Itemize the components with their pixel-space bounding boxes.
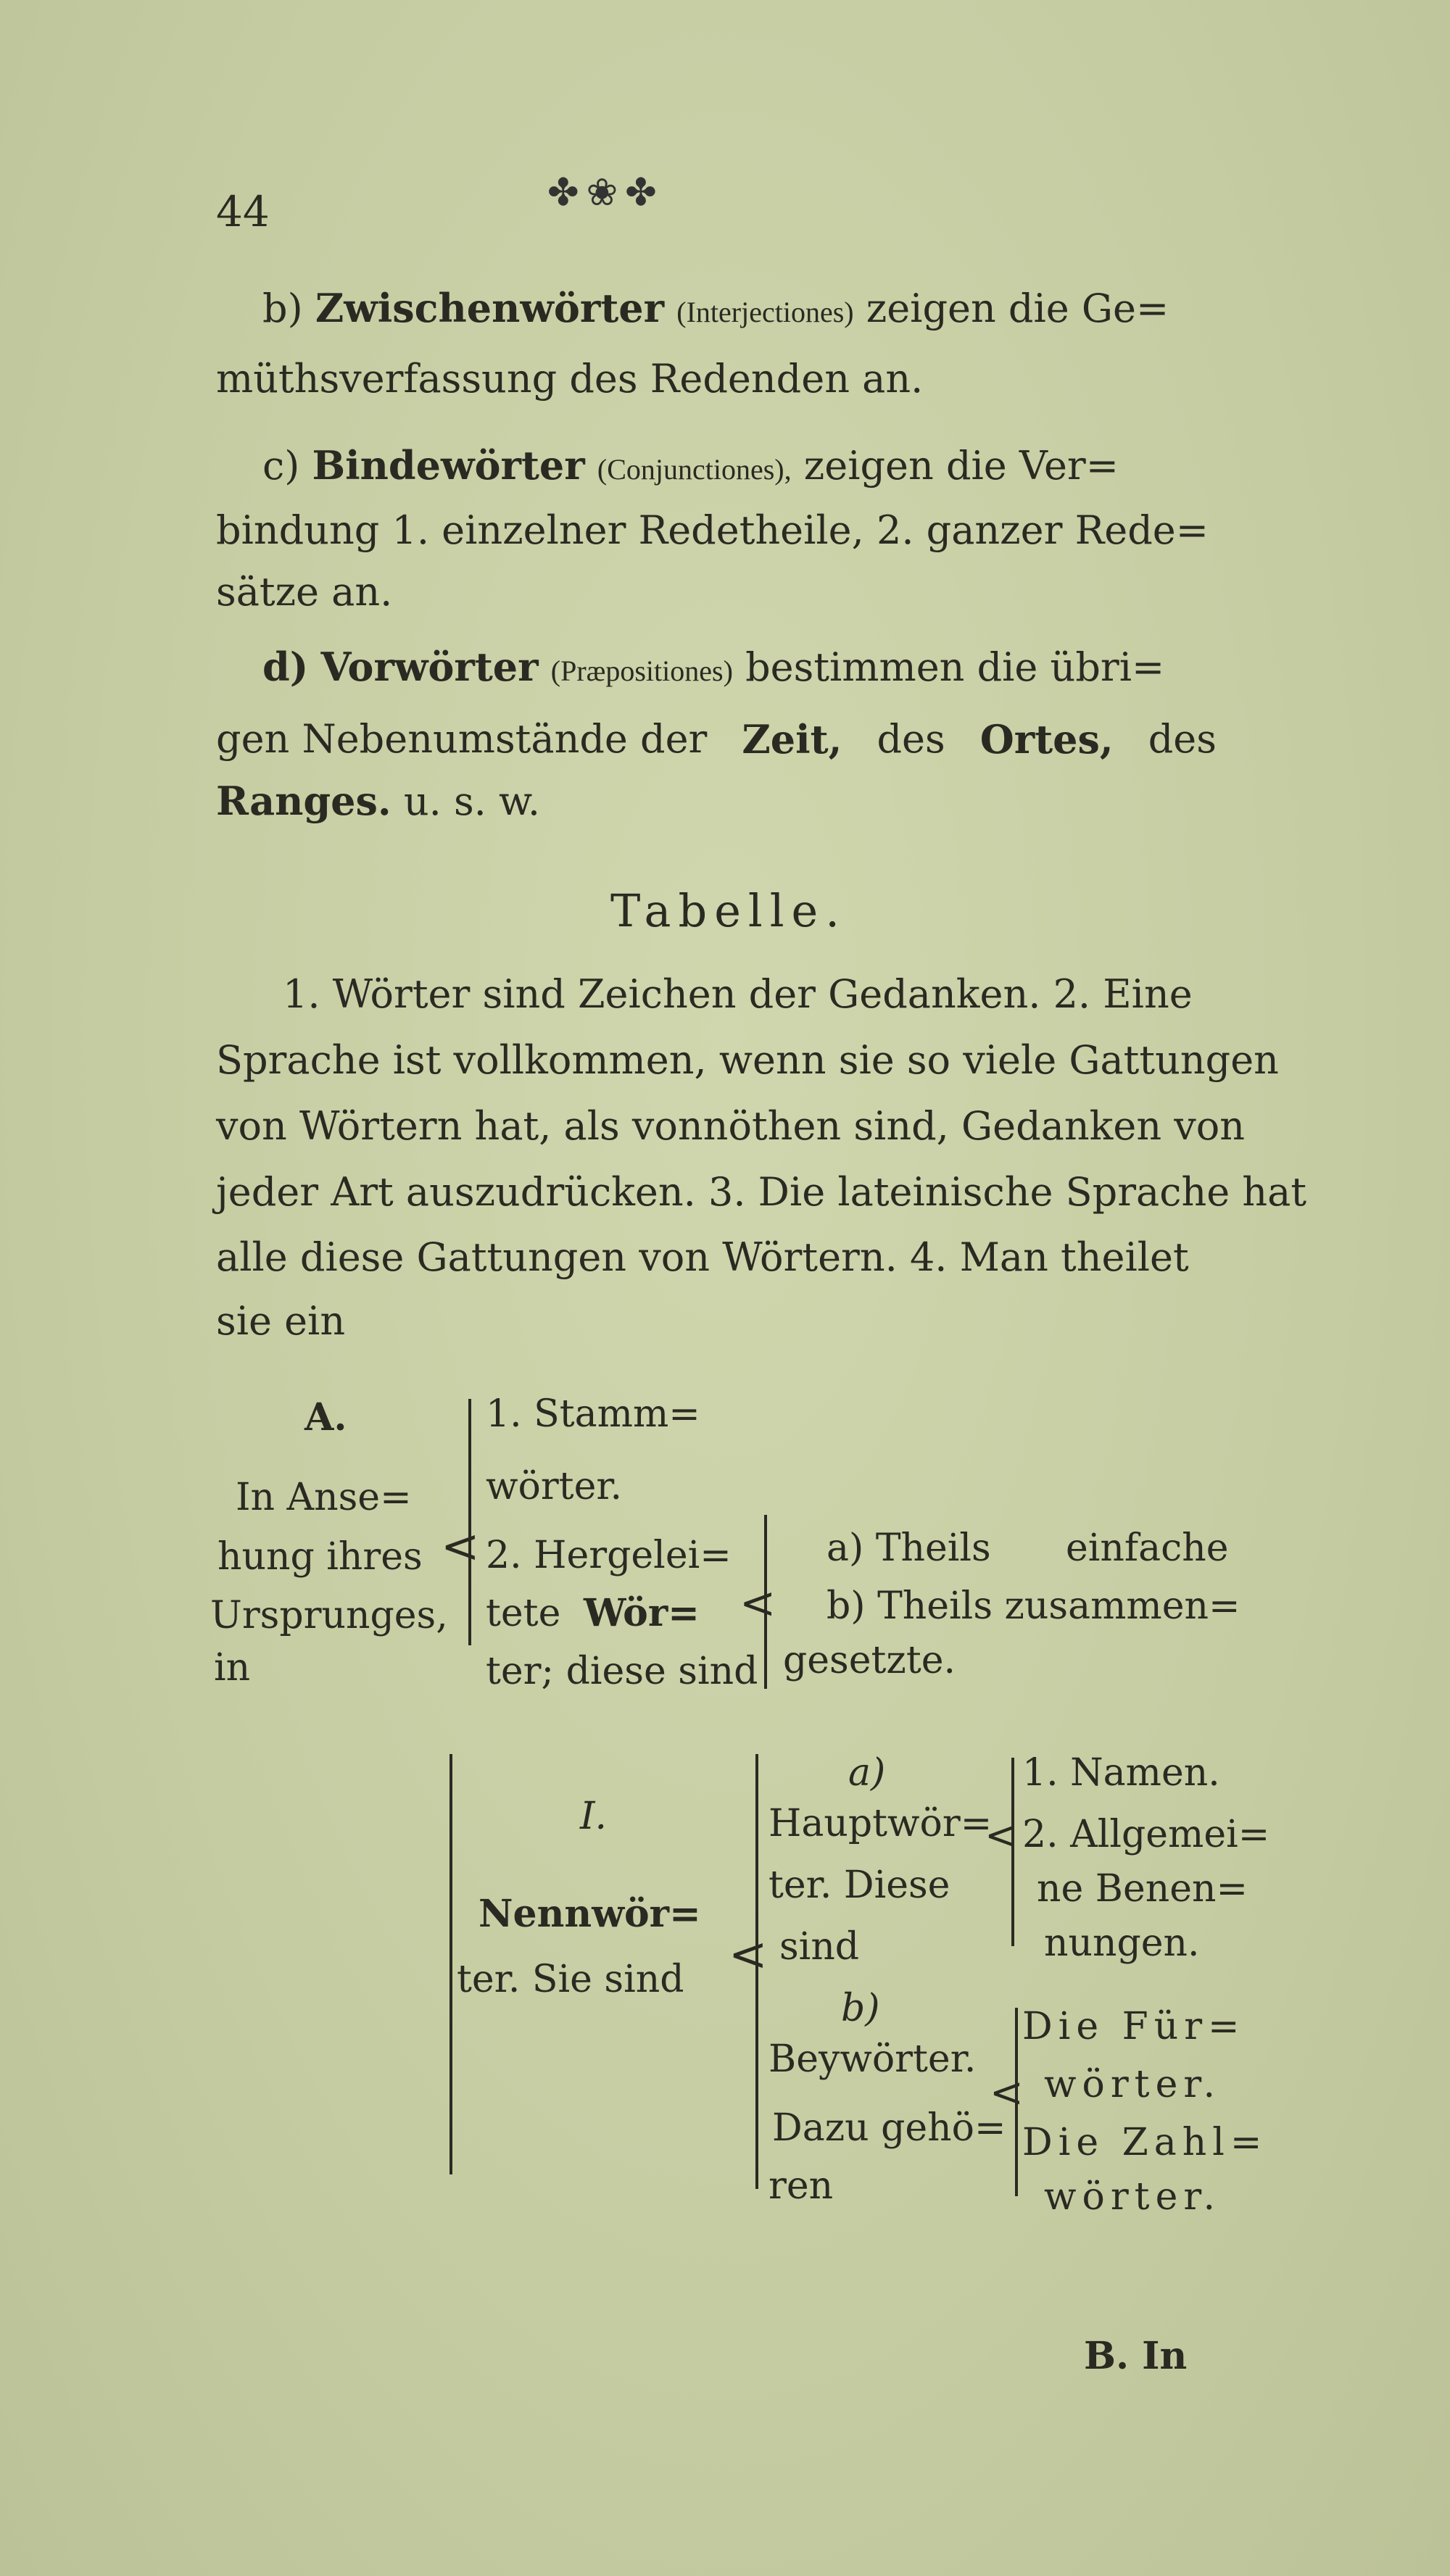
item-d-ortes: Ortes, bbox=[979, 716, 1114, 763]
catchword: B. In bbox=[1084, 2334, 1188, 2378]
tabelle-line-4: jeder Art auszudrücken. 3. Die lateinische Sprache hat bbox=[216, 1169, 1307, 1215]
table-a-sub-2: einfache bbox=[1066, 1526, 1229, 1570]
item-c-line3: sätze an. bbox=[216, 569, 393, 615]
item-c-letter: c) bbox=[262, 443, 300, 489]
table-a-hergeleitet-2: tete bbox=[486, 1592, 561, 1635]
tabelle-line-1: 1. Wörter sind Zeichen der Gedanken. 2. Eine bbox=[283, 971, 1193, 1017]
table-a-left-1: In Anse= bbox=[236, 1476, 412, 1519]
item-b-term: Zwischenwörter bbox=[315, 285, 665, 331]
item-d-line2 bbox=[216, 716, 1217, 763]
item-d-term: Vorwörter bbox=[320, 644, 539, 690]
table-i-bey-brace-point: < bbox=[990, 2069, 1024, 2116]
item-c-latin: (Conjunctiones), bbox=[597, 453, 792, 486]
table-i-left-line bbox=[450, 1754, 452, 2174]
table-i-haupt-brace-point: < bbox=[985, 1812, 1019, 1859]
item-c-term: Bindewörter bbox=[312, 442, 585, 489]
table-i-bey-3: ren bbox=[768, 2164, 834, 2208]
table-i-haupt-sub-3: ne Benen= bbox=[1037, 1867, 1248, 1911]
item-d-des2: des bbox=[1148, 716, 1217, 762]
item-d-des1: des bbox=[877, 716, 945, 762]
item-b-latin: (Interjectiones) bbox=[676, 296, 854, 328]
tabelle-line-6: sie ein bbox=[216, 1298, 346, 1344]
section-title: Tabelle. bbox=[610, 884, 847, 937]
table-i-haupt-sub-1: 1. Namen. bbox=[1022, 1751, 1220, 1795]
item-d-line1 bbox=[262, 644, 1165, 690]
item-b-letter: b) bbox=[262, 286, 303, 331]
table-a-sub-4: gesetzte. bbox=[783, 1639, 956, 1682]
tabelle-line-2: Sprache ist vollkommen, wenn sie so viele Gattungen bbox=[216, 1037, 1279, 1083]
table-a-brace-point: < bbox=[441, 1520, 480, 1574]
table-a-inner-brace-point: < bbox=[740, 1578, 776, 1629]
table-i-bey-sub-1: Die Für= bbox=[1022, 2005, 1246, 2048]
item-d-line2-a: gen Nebenumstände der bbox=[216, 716, 708, 762]
tabelle-line-3: von Wörtern hat, als vonnöthen sind, Gedanken von bbox=[216, 1103, 1246, 1149]
table-i-nennworter-1: Nennwör= bbox=[478, 1892, 701, 1936]
item-c-line2: bindung 1. einzelner Redetheile, 2. ganzer Rede= bbox=[216, 507, 1209, 553]
item-c-line1 bbox=[262, 442, 1119, 489]
table-a-left-2: hung ihres bbox=[218, 1535, 423, 1579]
table-i-mid-brace-point: < bbox=[729, 1928, 768, 1982]
item-d-letter: d) bbox=[262, 644, 309, 690]
item-b-line2: müthsverfassung des Redenden an. bbox=[216, 356, 924, 402]
item-d-zeit: Zeit, bbox=[742, 716, 842, 763]
table-i-haupt-2: ter. Diese bbox=[768, 1864, 950, 1907]
table-a-letter: A. bbox=[304, 1395, 347, 1439]
page-number: 44 bbox=[216, 187, 270, 236]
table-a-sub-3: b) Theils zusammen= bbox=[826, 1584, 1240, 1628]
table-i-a-label: a) bbox=[848, 1751, 886, 1795]
table-i-bey-sub-2: wörter. bbox=[1044, 2063, 1222, 2106]
table-a-hergeleitet-3: Wör= bbox=[584, 1591, 700, 1635]
table-i-haupt-sub-2: 2. Allgemei= bbox=[1022, 1813, 1270, 1856]
item-d-rest: bestimmen die übri= bbox=[745, 644, 1165, 690]
item-d-latin: (Præpositiones) bbox=[550, 655, 733, 687]
table-i-nennworter-2: ter. Sie sind bbox=[457, 1958, 684, 2001]
table-i-b-label: b) bbox=[841, 1987, 880, 2030]
item-c-rest: zeigen die Ver= bbox=[803, 443, 1119, 489]
table-i-haupt-sub-4: nungen. bbox=[1044, 1921, 1200, 1965]
tabelle-line-5: alle diese Gattungen von Wörtern. 4. Man theilet bbox=[216, 1234, 1189, 1280]
table-i-bey-sub-3: Die Zahl= bbox=[1022, 2121, 1268, 2164]
item-d-line3-rest: u. s. w. bbox=[403, 778, 540, 824]
table-i-haupt-1: Hauptwör= bbox=[768, 1802, 993, 1845]
table-a-stamm-1: 1. Stamm= bbox=[486, 1392, 700, 1436]
item-d-ranges: Ranges. bbox=[216, 778, 392, 824]
table-i-haupt-3: sind bbox=[779, 1925, 860, 1969]
table-a-hergeleitet-1: 2. Hergelei= bbox=[486, 1534, 732, 1577]
item-b-line1 bbox=[262, 285, 1169, 331]
table-i-bey-2: Dazu gehö= bbox=[772, 2106, 1006, 2150]
table-i-numeral: I. bbox=[580, 1795, 608, 1838]
table-a-left-3: Ursprunges, bbox=[210, 1594, 448, 1637]
table-a-sub-1: a) Theils bbox=[826, 1526, 991, 1570]
header-ornament: ✤❀✤ bbox=[547, 171, 664, 215]
table-i-bey-sub-4: wörter. bbox=[1044, 2175, 1222, 2219]
table-a-stamm-2: wörter. bbox=[486, 1465, 623, 1508]
table-i-bey-1: Beywörter. bbox=[768, 2037, 977, 2081]
table-a-hergeleitet-4: ter; diese sind bbox=[486, 1650, 758, 1693]
table-a-left-4: in bbox=[214, 1646, 251, 1690]
item-b-rest: zeigen die Ge= bbox=[866, 286, 1169, 331]
item-d-line3 bbox=[216, 778, 540, 824]
